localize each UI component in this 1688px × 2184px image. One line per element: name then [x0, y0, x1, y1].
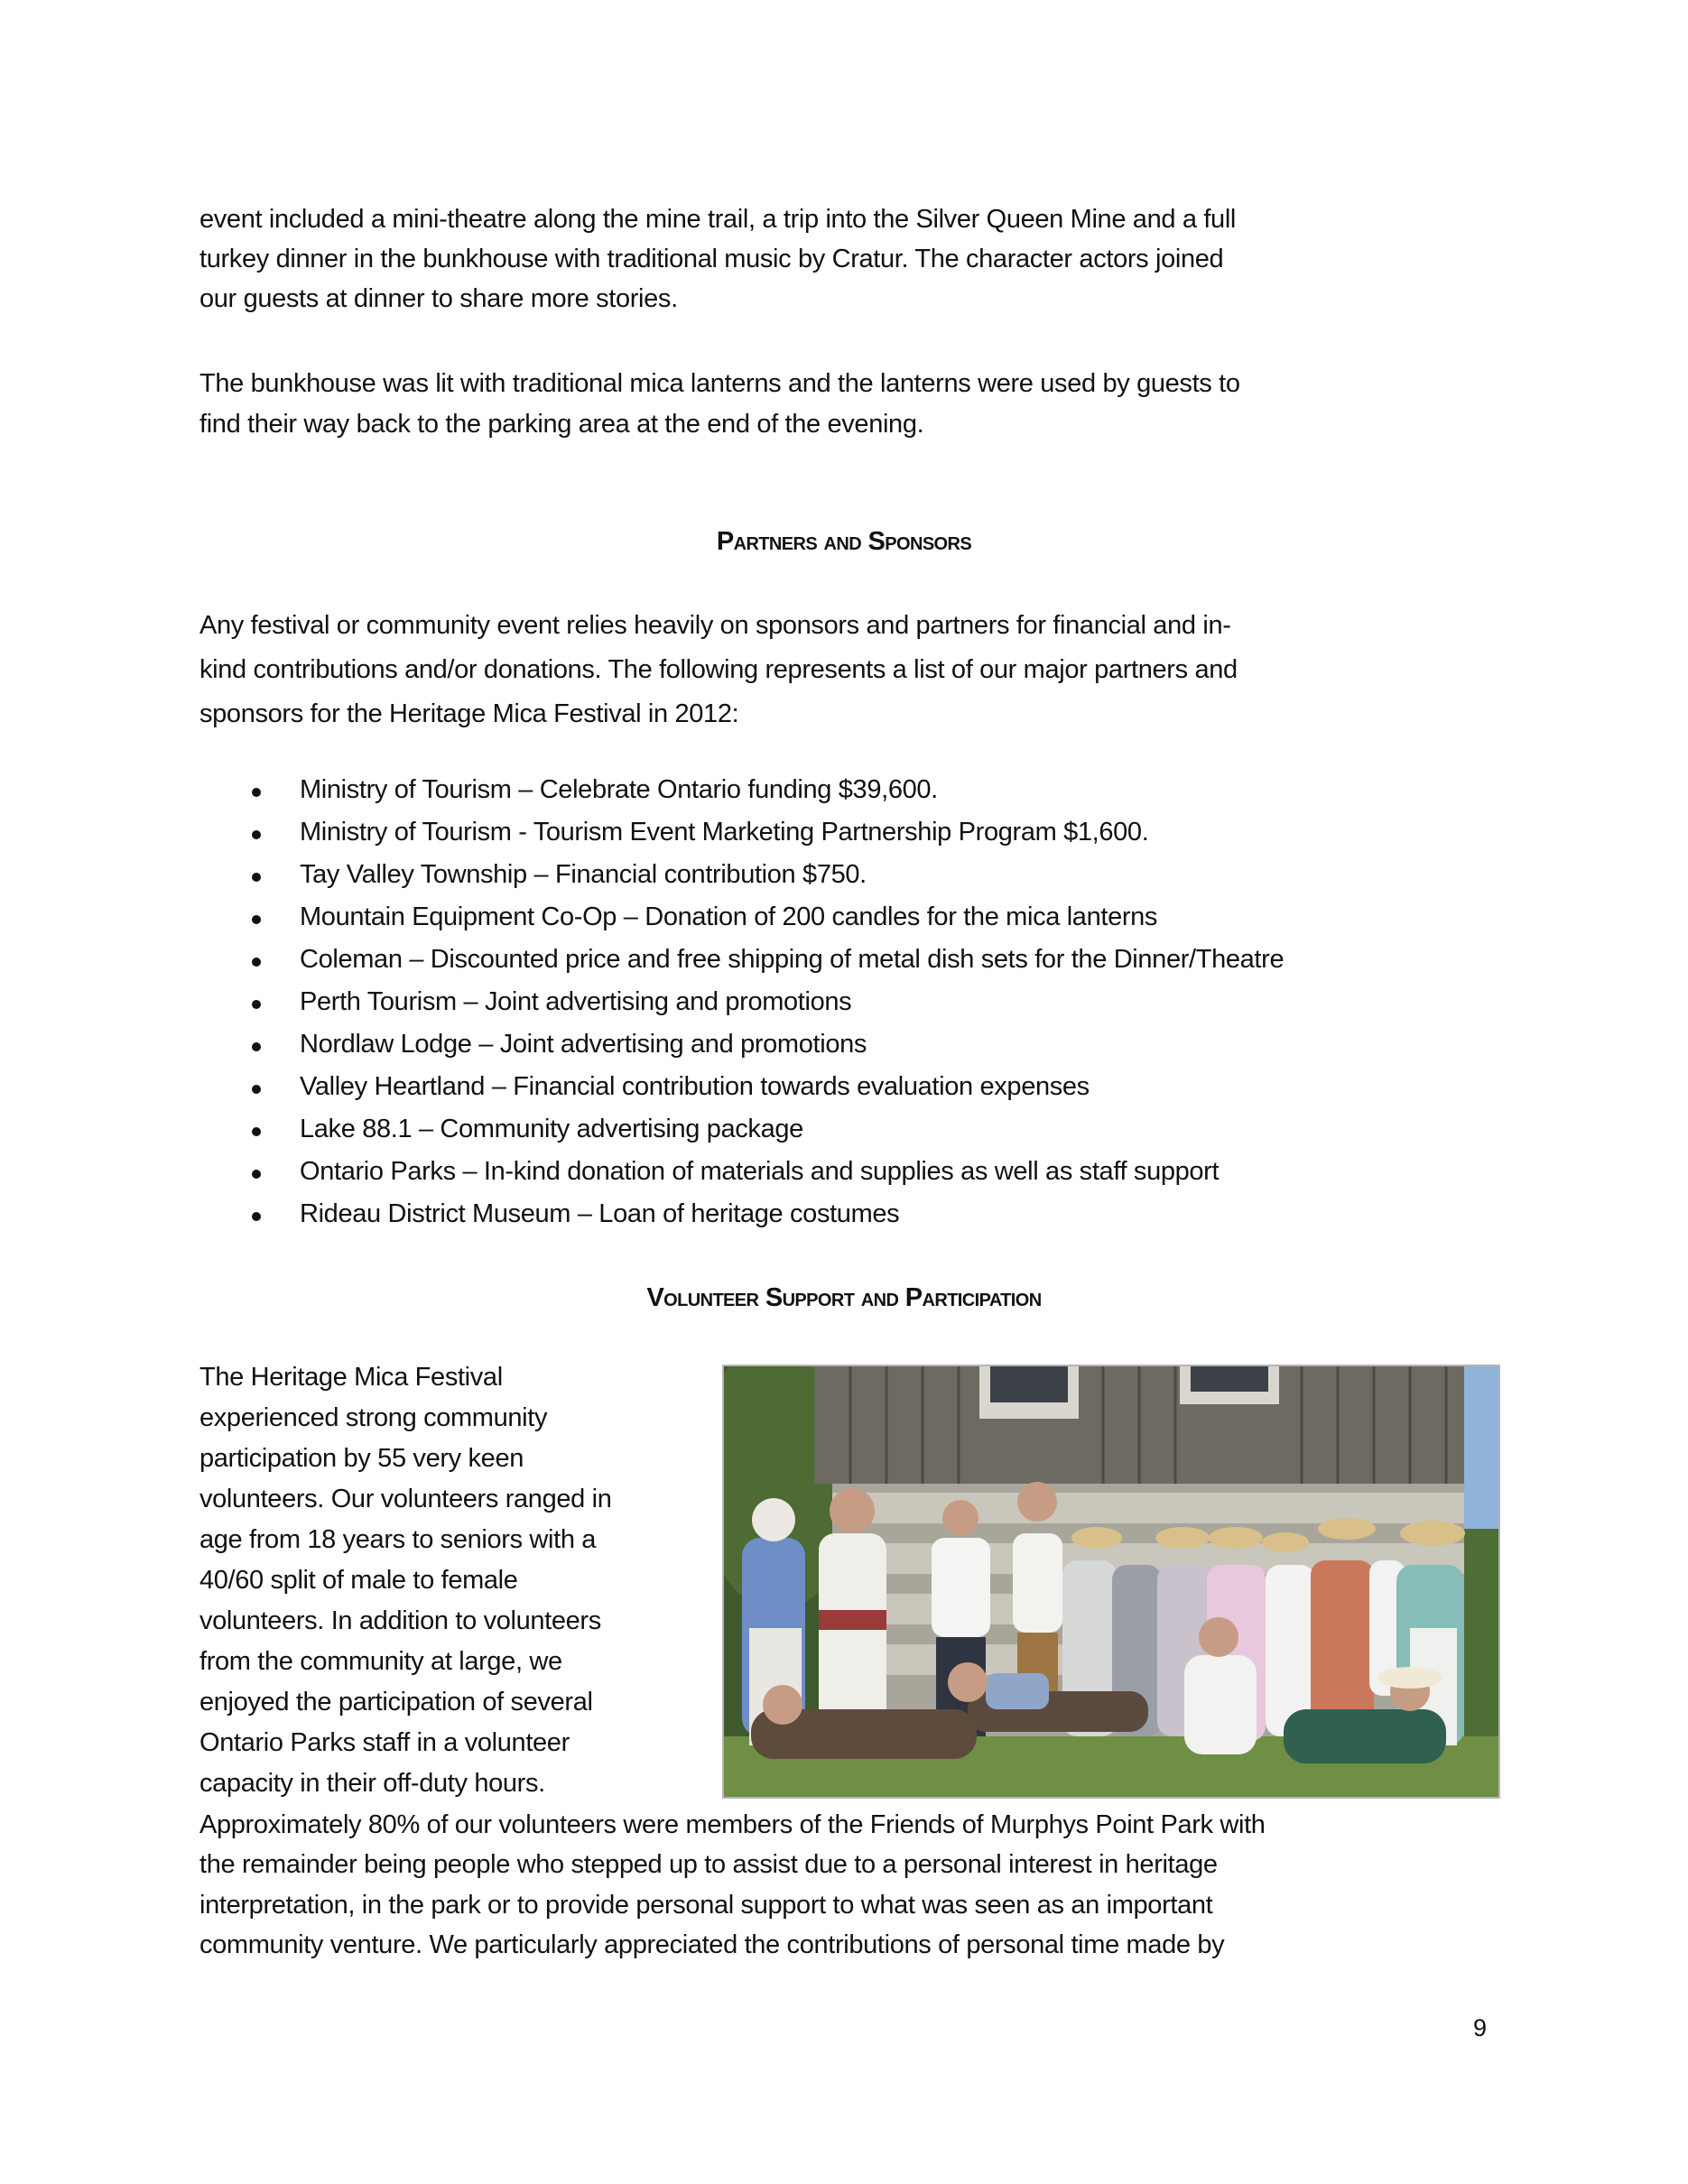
paragraph-line: kind contributions and/or donations. The following represents a list of our major partners and: [199, 655, 1238, 684]
paragraph-line: interpretation, in the park or to provide personal support to what was seen as an important: [199, 1891, 1213, 1920]
list-item-text: Valley Heartland – Financial contribution towards evaluation expenses: [300, 1072, 1090, 1101]
bullet-icon: [252, 873, 261, 882]
photo-illustration: [724, 1366, 1498, 1797]
paragraph-line: Any festival or community event relies heavily on sponsors and partners for financial and in-: [199, 611, 1231, 640]
bullet-icon: [252, 1000, 261, 1009]
bullet-icon: [252, 1170, 261, 1179]
paragraph-line: volunteers. In addition to volunteers: [199, 1606, 601, 1635]
paragraph-line: find their way back to the parking area at the end of the evening.: [199, 410, 924, 439]
paragraph-line: sponsors for the Heritage Mica Festival in 2012:: [199, 699, 739, 728]
list-item-text: Nordlaw Lodge – Joint advertising and promotions: [300, 1030, 867, 1059]
list-item-text: Ontario Parks – In-kind donation of materials and supplies as well as staff support: [300, 1157, 1220, 1186]
paragraph-line: turkey dinner in the bunkhouse with traditional music by Cratur. The character actors joined: [199, 245, 1224, 273]
paragraph-line: our guests at dinner to share more stories.: [199, 284, 678, 313]
paragraph-line: age from 18 years to seniors with a: [199, 1525, 597, 1554]
bullet-icon: [252, 915, 261, 924]
list-item-text: Perth Tourism – Joint advertising and promotions: [300, 987, 852, 1016]
section-heading-volunteers: Volunteer Support and Participation: [646, 1283, 1042, 1312]
paragraph-line: enjoyed the participation of several: [199, 1688, 593, 1717]
bullet-icon: [252, 830, 261, 839]
volunteer-group-photo: [722, 1365, 1500, 1799]
paragraph-line: the remainder being people who stepped up to assist due to a personal interest in heritage: [199, 1850, 1218, 1879]
paragraph-line: Ontario Parks staff in a volunteer: [199, 1728, 570, 1757]
list-item-text: Lake 88.1 – Community advertising package: [300, 1115, 803, 1143]
section-heading-partners: Partners and Sponsors: [716, 527, 972, 556]
list-item-text: Ministry of Tourism - Tourism Event Marketing Partnership Program $1,600.: [300, 818, 1149, 847]
paragraph-line: The Heritage Mica Festival: [199, 1363, 503, 1392]
paragraph-line: Approximately 80% of our volunteers were members of the Friends of Murphys Point Park with: [199, 1810, 1266, 1839]
paragraph-line: community venture. We particularly appreciated the contributions of personal time made by: [199, 1930, 1225, 1959]
paragraph-line: participation by 55 very keen: [199, 1444, 524, 1473]
paragraph-line: volunteers. Our volunteers ranged in: [199, 1485, 612, 1513]
bullet-icon: [252, 958, 261, 967]
bullet-icon: [252, 1127, 261, 1136]
paragraph-line: experienced strong community: [199, 1403, 548, 1432]
paragraph-line: from the community at large, we: [199, 1647, 562, 1676]
bullet-icon: [252, 1212, 261, 1221]
list-item-text: Tay Valley Township – Financial contribution $750.: [300, 860, 867, 889]
list-item-text: Mountain Equipment Co-Op – Donation of 200 candles for the mica lanterns: [300, 902, 1158, 931]
bullet-icon: [252, 1085, 261, 1094]
list-item-text: Rideau District Museum – Loan of heritage costumes: [300, 1199, 900, 1228]
list-item-text: Ministry of Tourism – Celebrate Ontario funding $39,600.: [300, 775, 938, 804]
paragraph-line: The bunkhouse was lit with traditional mica lanterns and the lanterns were used by guests to: [199, 369, 1240, 398]
page-number: 9: [1473, 2014, 1488, 2041]
bullet-icon: [252, 1042, 261, 1051]
list-item-text: Coleman – Discounted price and free shipping of metal dish sets for the Dinner/Theatre: [300, 945, 1285, 974]
bullet-icon: [252, 788, 261, 797]
paragraph-line: event included a mini-theatre along the mine trail, a trip into the Silver Queen Mine and a full: [199, 205, 1237, 234]
paragraph-line: 40/60 split of male to female: [199, 1566, 518, 1595]
paragraph-line: capacity in their off-duty hours.: [199, 1769, 545, 1798]
